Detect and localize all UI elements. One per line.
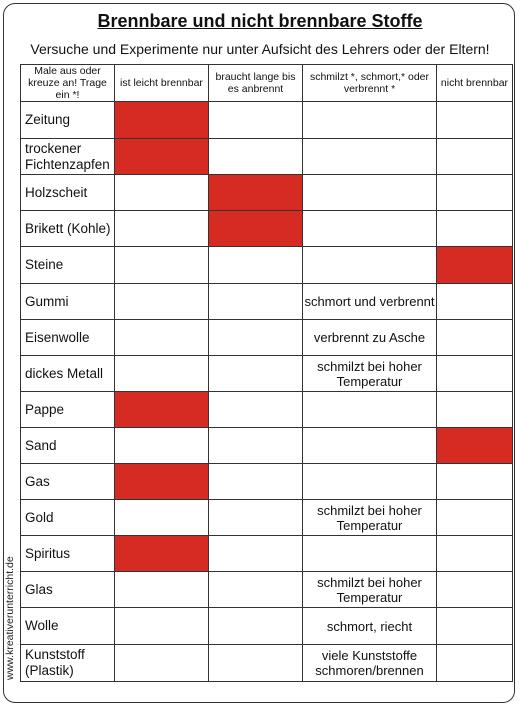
cell-melts-smoulders-burns[interactable]: schmort, riecht xyxy=(303,608,437,645)
header-row xyxy=(21,65,513,102)
table-row xyxy=(21,139,513,175)
empty-marking xyxy=(209,320,302,355)
table-row xyxy=(21,608,513,645)
cell-slow-to-ignite[interactable] xyxy=(209,608,303,645)
material-name: Spiritus xyxy=(21,536,115,572)
cell-easily-flammable[interactable] xyxy=(115,211,209,247)
cell-melts-smoulders-burns[interactable]: schmilzt bei hoher Temperatur xyxy=(303,572,437,608)
material-name: Holzscheit xyxy=(21,175,115,211)
cell-easily-flammable[interactable] xyxy=(115,284,209,320)
cell-slow-to-ignite[interactable] xyxy=(209,536,303,572)
cell-melts-smoulders-burns[interactable]: schmort und verbrennt xyxy=(303,284,437,320)
empty-marking xyxy=(303,175,436,210)
empty-marking xyxy=(115,428,208,463)
cell-not-flammable[interactable] xyxy=(437,572,513,608)
empty-marking xyxy=(209,139,302,174)
table-row xyxy=(21,320,513,356)
material-name: Wolle xyxy=(21,608,115,645)
cell-melts-smoulders-burns[interactable]: schmilzt bei hoher Temperatur xyxy=(303,500,437,536)
material-name: Pappe xyxy=(21,392,115,428)
cell-easily-flammable[interactable] xyxy=(115,139,209,175)
material-name: Brikett (Kohle) xyxy=(21,211,115,247)
cell-easily-flammable[interactable] xyxy=(115,572,209,608)
cell-melts-smoulders-burns[interactable] xyxy=(303,139,437,175)
cell-not-flammable[interactable] xyxy=(437,428,513,464)
cell-melts-smoulders-burns[interactable]: viele Kunststoffe schmoren/brennen xyxy=(303,645,437,682)
red-marking xyxy=(115,536,208,571)
cell-easily-flammable[interactable] xyxy=(115,102,209,139)
header-instruction: Male aus oder kreuze an! Trage ein *! xyxy=(21,65,115,102)
cell-slow-to-ignite[interactable] xyxy=(209,211,303,247)
empty-marking xyxy=(303,102,436,138)
cell-melts-smoulders-burns[interactable] xyxy=(303,392,437,428)
cell-not-flammable[interactable] xyxy=(437,320,513,356)
material-name: Glas xyxy=(21,572,115,608)
cell-melts-smoulders-burns[interactable] xyxy=(303,247,437,284)
cell-slow-to-ignite[interactable] xyxy=(209,139,303,175)
empty-marking xyxy=(437,211,512,246)
cell-melts-smoulders-burns[interactable]: verbrennt zu Asche xyxy=(303,320,437,356)
red-marking xyxy=(437,428,512,463)
cell-not-flammable[interactable] xyxy=(437,500,513,536)
cell-easily-flammable[interactable] xyxy=(115,536,209,572)
table-row xyxy=(21,247,513,284)
table-row xyxy=(21,284,513,320)
cell-easily-flammable[interactable] xyxy=(115,175,209,211)
empty-marking xyxy=(303,247,436,283)
cell-not-flammable[interactable] xyxy=(437,247,513,284)
cell-slow-to-ignite[interactable] xyxy=(209,175,303,211)
cell-melts-smoulders-burns[interactable] xyxy=(303,211,437,247)
red-marking xyxy=(115,102,208,138)
cell-slow-to-ignite[interactable] xyxy=(209,500,303,536)
empty-marking xyxy=(437,608,512,644)
material-name: Zeitung xyxy=(21,102,115,139)
cell-slow-to-ignite[interactable] xyxy=(209,102,303,139)
materials-table xyxy=(20,64,513,682)
cell-easily-flammable[interactable] xyxy=(115,428,209,464)
cell-melts-smoulders-burns[interactable]: schmilzt bei hoher Temperatur xyxy=(303,356,437,392)
cell-not-flammable[interactable] xyxy=(437,102,513,139)
table-row xyxy=(21,356,513,392)
empty-marking xyxy=(303,428,436,463)
table-row xyxy=(21,572,513,608)
material-name: Gas xyxy=(21,464,115,500)
empty-marking xyxy=(437,645,512,681)
empty-marking xyxy=(437,320,512,355)
worksheet-subtitle: Versuche und Experimente nur unter Aufsicht des Lehrers oder der Eltern! xyxy=(30,41,490,57)
empty-marking xyxy=(209,392,302,427)
cell-not-flammable[interactable] xyxy=(437,645,513,682)
empty-marking xyxy=(437,284,512,319)
cell-not-flammable[interactable] xyxy=(437,608,513,645)
empty-marking xyxy=(115,211,208,246)
cell-not-flammable[interactable] xyxy=(437,536,513,572)
empty-marking xyxy=(209,284,302,319)
header-easily-flammable: ist leicht brennbar xyxy=(115,65,209,102)
red-marking xyxy=(115,139,208,174)
empty-marking xyxy=(115,500,208,535)
empty-marking xyxy=(303,211,436,246)
red-marking xyxy=(437,247,512,283)
red-marking xyxy=(209,175,302,210)
empty-marking xyxy=(437,102,512,138)
empty-marking xyxy=(437,464,512,499)
empty-marking xyxy=(115,572,208,607)
empty-marking xyxy=(209,428,302,463)
empty-marking xyxy=(209,608,302,644)
cell-melts-smoulders-burns[interactable] xyxy=(303,536,437,572)
empty-marking xyxy=(437,139,512,174)
table-row xyxy=(21,392,513,428)
table-row xyxy=(21,102,513,139)
empty-marking xyxy=(209,500,302,535)
table-row xyxy=(21,428,513,464)
cell-easily-flammable[interactable] xyxy=(115,356,209,392)
cell-easily-flammable[interactable] xyxy=(115,464,209,500)
table-row xyxy=(21,645,513,682)
empty-marking xyxy=(115,175,208,210)
material-name: Gummi xyxy=(21,284,115,320)
empty-marking xyxy=(115,608,208,644)
cell-not-flammable[interactable] xyxy=(437,211,513,247)
cell-slow-to-ignite[interactable] xyxy=(209,284,303,320)
cell-slow-to-ignite[interactable] xyxy=(209,428,303,464)
material-name: Kunststoff (Plastik) xyxy=(21,645,115,682)
cell-easily-flammable[interactable] xyxy=(115,645,209,682)
empty-marking xyxy=(115,356,208,391)
header-melts-smoulders-burns: schmilzt *, schmort,* oder verbrennt * xyxy=(303,65,437,102)
header-slow-to-ignite: braucht lange bis es anbrennt xyxy=(209,65,303,102)
empty-marking xyxy=(209,247,302,283)
cell-not-flammable[interactable] xyxy=(437,139,513,175)
table-row xyxy=(21,536,513,572)
cell-easily-flammable[interactable] xyxy=(115,500,209,536)
material-name: trockener Fichtenzapfen xyxy=(21,139,115,175)
empty-marking xyxy=(209,645,302,681)
empty-marking xyxy=(303,139,436,174)
cell-easily-flammable[interactable] xyxy=(115,320,209,356)
empty-marking xyxy=(209,356,302,391)
material-name: Gold xyxy=(21,500,115,536)
side-website-text: www.kreativerunterricht.de xyxy=(4,556,16,680)
cell-not-flammable[interactable] xyxy=(437,464,513,500)
cell-melts-smoulders-burns[interactable] xyxy=(303,464,437,500)
material-name: Steine xyxy=(21,247,115,284)
table-row xyxy=(21,211,513,247)
cell-melts-smoulders-burns[interactable] xyxy=(303,102,437,139)
cell-melts-smoulders-burns[interactable] xyxy=(303,175,437,211)
red-marking xyxy=(209,211,302,246)
cell-easily-flammable[interactable] xyxy=(115,608,209,645)
empty-marking xyxy=(115,247,208,283)
table-row xyxy=(21,500,513,536)
material-name: dickes Metall xyxy=(21,356,115,392)
worksheet-title: Brennbare und nicht brennbare Stoffe xyxy=(97,11,423,31)
empty-marking xyxy=(115,645,208,681)
cell-melts-smoulders-burns[interactable] xyxy=(303,428,437,464)
cell-slow-to-ignite[interactable] xyxy=(209,464,303,500)
table-row xyxy=(21,464,513,500)
empty-marking xyxy=(437,175,512,210)
material-name: Sand xyxy=(21,428,115,464)
empty-marking xyxy=(115,284,208,319)
cell-easily-flammable[interactable] xyxy=(115,247,209,284)
empty-marking xyxy=(303,464,436,499)
cell-slow-to-ignite[interactable] xyxy=(209,356,303,392)
material-name: Eisenwolle xyxy=(21,320,115,356)
cell-not-flammable[interactable] xyxy=(437,356,513,392)
empty-marking xyxy=(209,572,302,607)
cell-slow-to-ignite[interactable] xyxy=(209,247,303,284)
header-not-flammable: nicht brennbar xyxy=(437,65,513,102)
cell-slow-to-ignite[interactable] xyxy=(209,392,303,428)
cell-not-flammable[interactable] xyxy=(437,392,513,428)
cell-slow-to-ignite[interactable] xyxy=(209,572,303,608)
empty-marking xyxy=(303,536,436,571)
table-row xyxy=(21,175,513,211)
red-marking xyxy=(115,464,208,499)
red-marking xyxy=(115,392,208,427)
empty-marking xyxy=(437,572,512,607)
empty-marking xyxy=(115,320,208,355)
empty-marking xyxy=(437,356,512,391)
cell-slow-to-ignite[interactable] xyxy=(209,645,303,682)
empty-marking xyxy=(209,102,302,138)
cell-easily-flammable[interactable] xyxy=(115,392,209,428)
empty-marking xyxy=(437,536,512,571)
cell-not-flammable[interactable] xyxy=(437,284,513,320)
empty-marking xyxy=(303,392,436,427)
cell-slow-to-ignite[interactable] xyxy=(209,320,303,356)
empty-marking xyxy=(209,536,302,571)
empty-marking xyxy=(437,392,512,427)
empty-marking xyxy=(437,500,512,535)
empty-marking xyxy=(209,464,302,499)
cell-not-flammable[interactable] xyxy=(437,175,513,211)
